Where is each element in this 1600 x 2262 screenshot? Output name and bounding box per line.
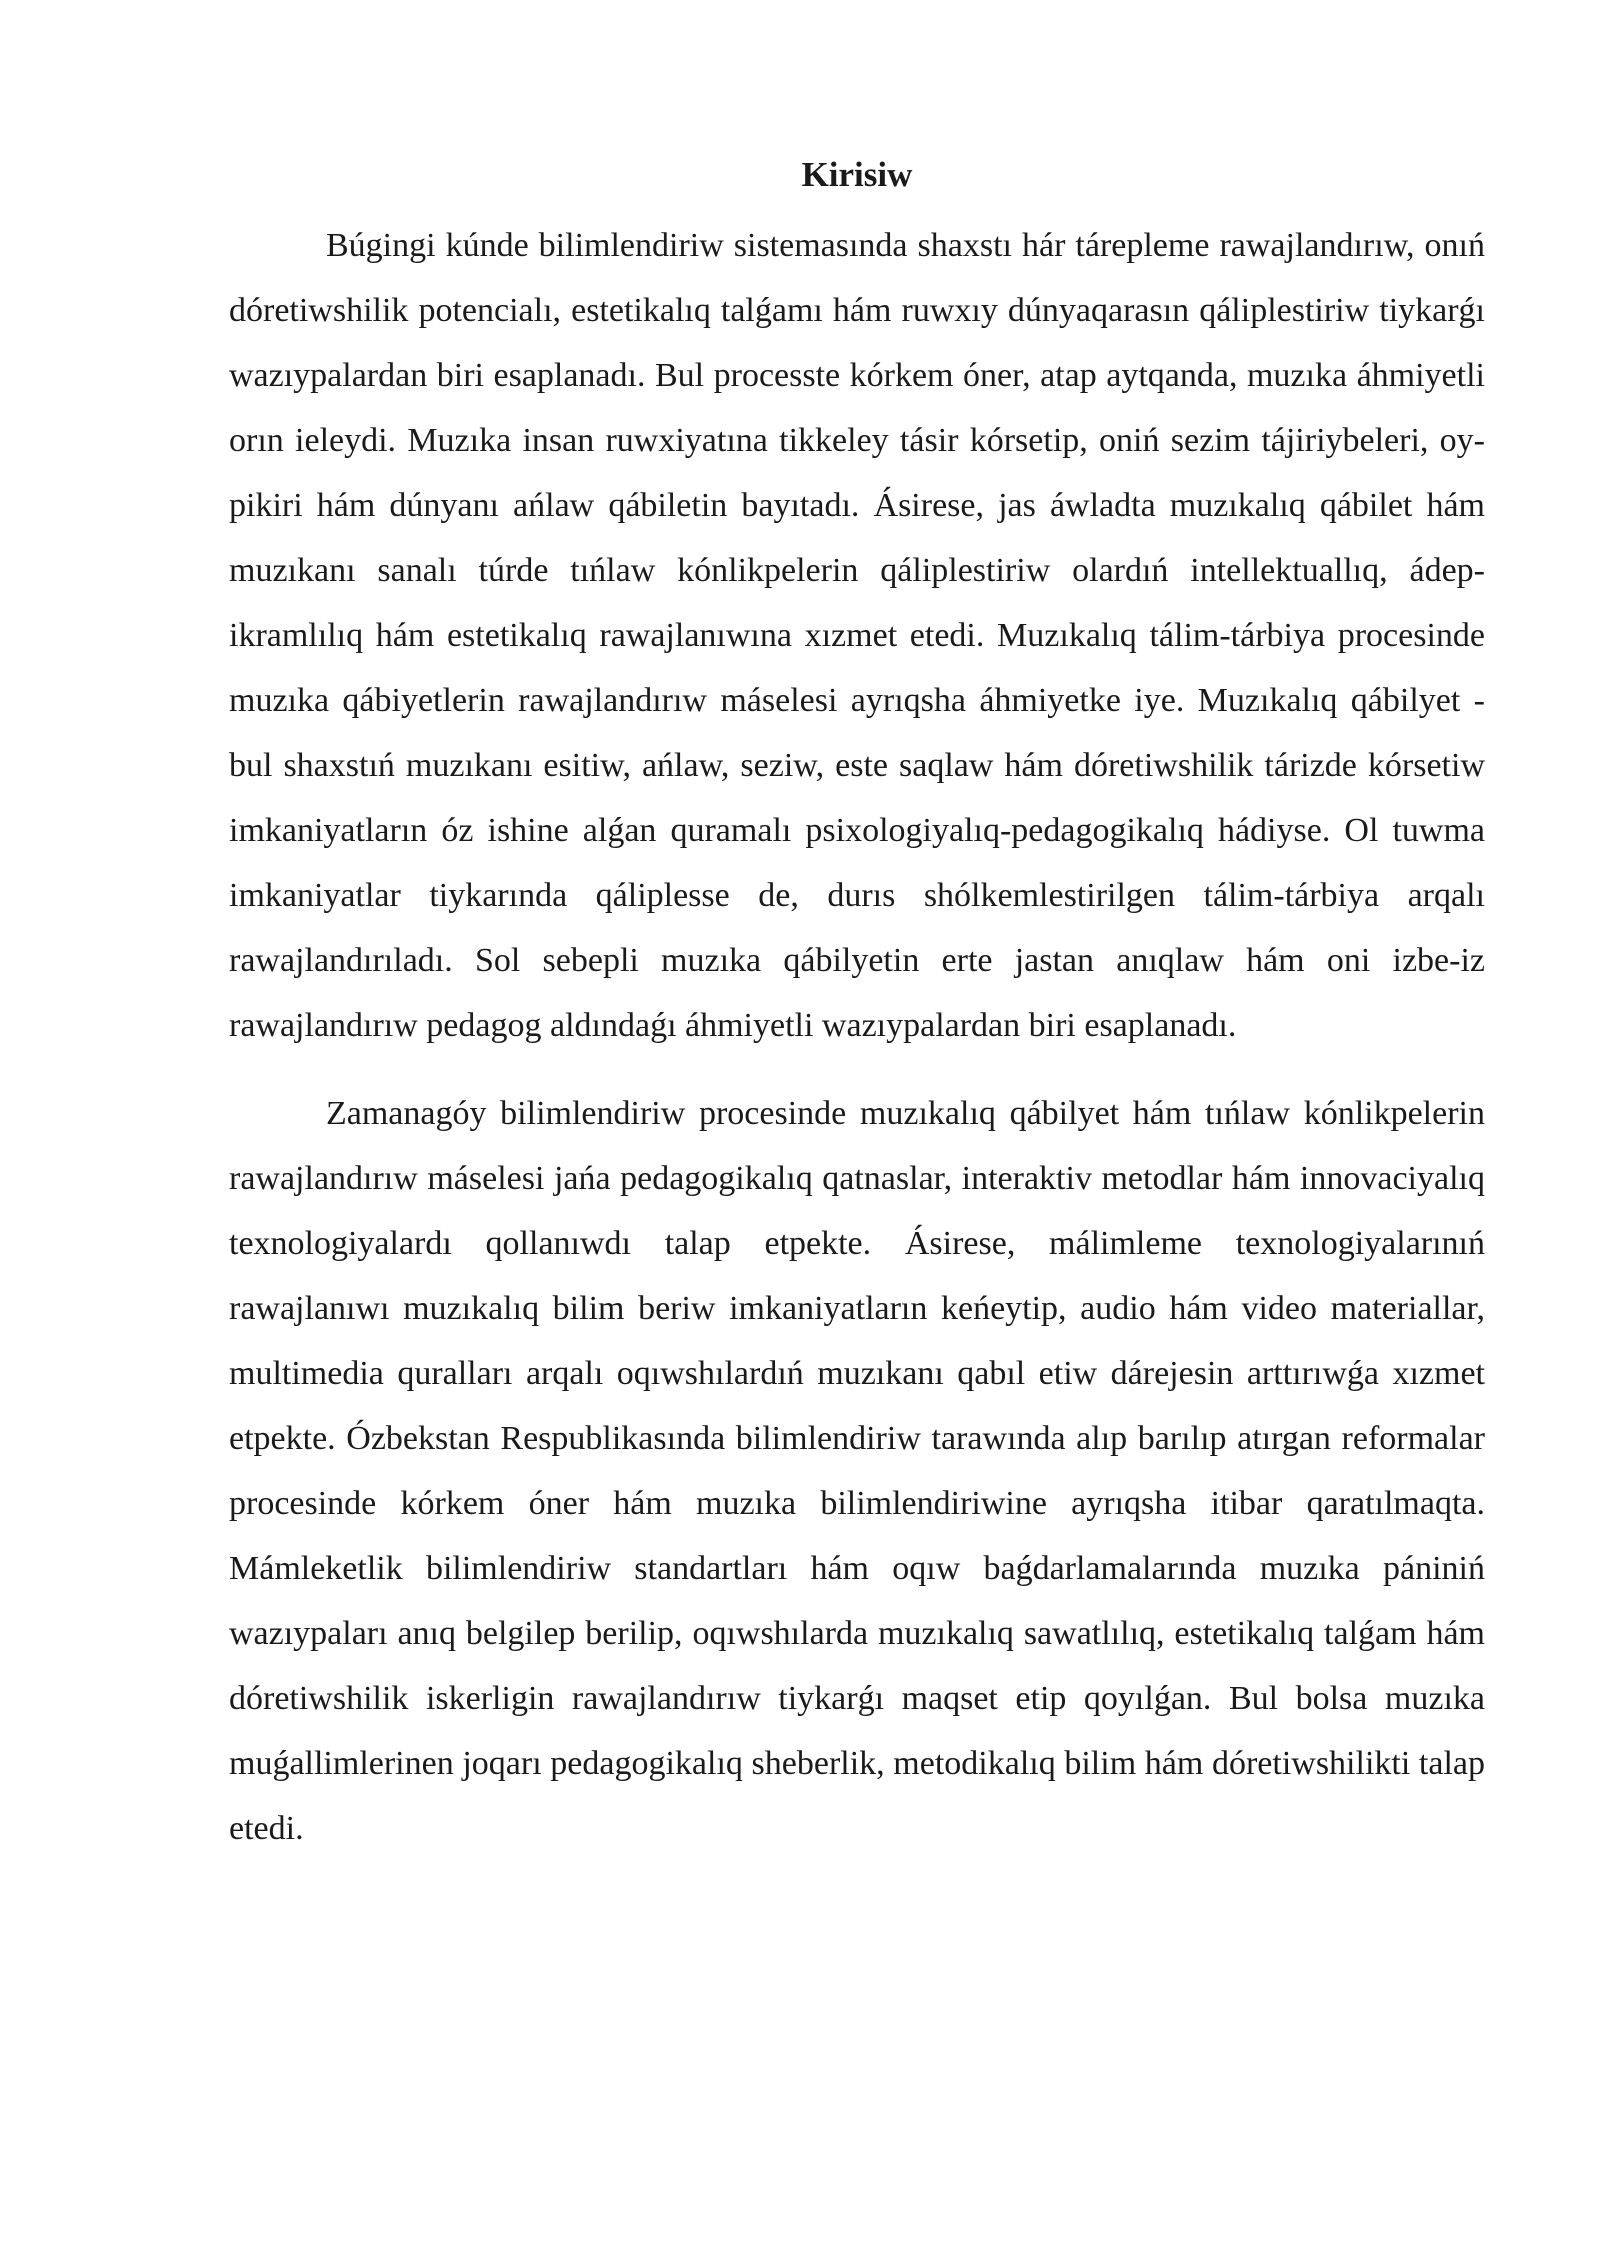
paragraph-2: Zamanagóy bilimlendiriw procesinde muzıkalıq qábilyet hám tıńlaw kónlikpelerin rawajlandırıw máselesi jańa pedagogikalıq qatnaslar, interaktiv metodlar hám innovaciyalıq texnologiyalardı qollanıwdı talap etpekte. Ásirese, málimleme texnologiyalarınıń rawajlanıwı muzıkalıq bilim beriw imkaniyatların keńeytip, audio hám video materiallar, multimedia quralları arqalı oqıwshılardıń muzıkanı qabıl etiw dárejesin arttırıwǵa xızmet etpekte. Ózbekstan Respublikasında bilimlendiriw tarawında alıp barılıp atırgan reformalar procesinde kórkem óner hám muzıka bilimlendiriwine ayrıqsha itibar qaratılmaqta. Mámleketlik bilimlendiriw standartları hám oqıw baǵdarlamalarında muzıka pániniń wazıypaları anıq belgilep berilip, oqıwshılarda muzıkalıq sawatlılıq, estetikalıq talǵam hám dóretiwshilik iskerligin rawajlandırıw tiykarǵı maqset etip qoyılǵan. Bul bolsa muzıka muǵallimlerinen joqarı pedagogikalıq sheberlik, metodikalıq bilim hám dóretiwshilikti talap etedi. (229, 1095, 1485, 1847)
paragraph-1: Búgingi kúnde bilimlendiriw sistemasında shaxstı hár tárepleme rawajlandırıw, onıń dóretiwshilik potencialı, estetikalıq talǵamı hám ruwxıy dúnyaqarasın qáliplestiriw tiykarǵı wazıypalardan biri esaplanadı. Bul processte kórkem óner, atap aytqanda, muzıka áhmiyetli orın ieleydi. Muzıka insan ruwxiyatına tikkeley tásir kórsetip, oniń sezim tájiriybeleri, oy-pikiri hám dúnyanı ańlaw qábiletin bayıtadı. Ásirese, jas áwladta muzıkalıq qábilet hám muzıkanı sanalı túrde tıńlaw kónlikpelerin qáliplestiriw olardıń intellektuallıq, ádep-ikramlılıq hám estetikalıq rawajlanıwına xızmet etedi. Muzıkalıq tálim-tárbiya procesinde muzıka qábiyetlerin rawajlandırıw máselesi ayrıqsha áhmiyetke iye. Muzıkalıq qábilyet - bul shaxstıń muzıkanı esitiw, ańlaw, seziw, este saqlaw hám dóretiwshilik tárizde kórsetiw imkaniyatların óz ishine alǵan quramalı psixologiyalıq-pedagogikalıq hádiyse. Ol tuwma imkaniyatlar tiykarında qáliplesse de, durıs shólkemlestirilgen tálim-tárbiya arqalı rawajlandırıladı. Sol sebepli muzıka qábilyetin erte jastan anıqlaw hám oni izbe-iz rawajlandırıw pedagog aldındaǵı áhmiyetli wazıypalardan biri esaplanadı. (229, 227, 1485, 1044)
document-body (229, 150, 1485, 1861)
page-title: Kirisiw (801, 155, 913, 194)
